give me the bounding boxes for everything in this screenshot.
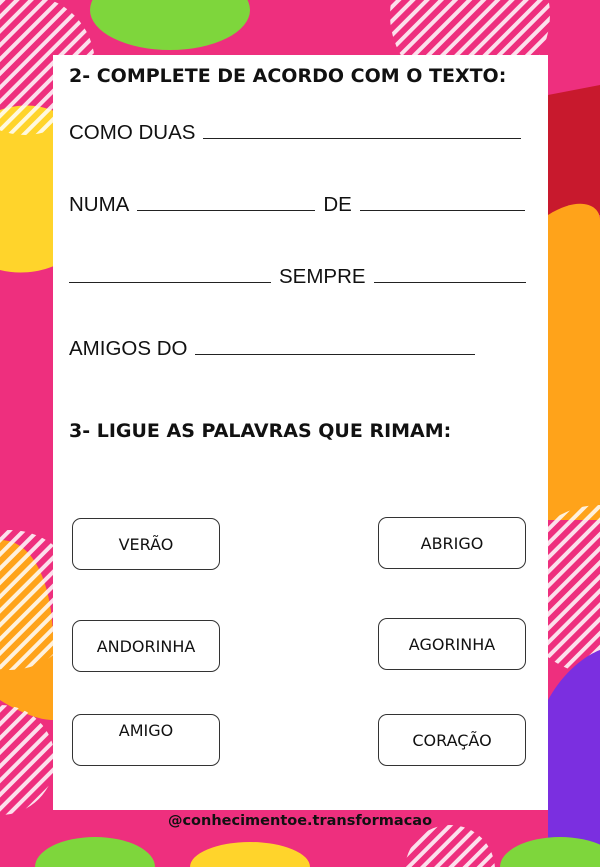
- word-box-coracao[interactable]: CORAÇÃO: [378, 714, 526, 766]
- fill-line-2: [69, 192, 533, 216]
- worksheet-page: [53, 55, 548, 810]
- section-3-heading: 3- LIGUE AS PALAVRAS QUE RIMAM:: [69, 420, 452, 442]
- word-box-amigo[interactable]: AMIGO: [72, 714, 220, 766]
- fill-line-2-text: NUMA: [69, 193, 130, 216]
- answer-blank[interactable]: [137, 192, 315, 211]
- answer-blank[interactable]: [195, 336, 475, 355]
- fill-line-4: [69, 336, 483, 360]
- answer-blank[interactable]: [360, 192, 525, 211]
- fill-line-1-text: COMO DUAS: [69, 121, 196, 144]
- answer-blank[interactable]: [203, 120, 521, 139]
- answer-blank[interactable]: [69, 264, 271, 283]
- red-blob-right: [548, 85, 600, 215]
- fill-line-3-middle: SEMPRE: [279, 265, 366, 288]
- fill-line-1: [69, 120, 529, 144]
- fill-line-4-text: AMIGOS DO: [69, 337, 188, 360]
- fill-line-3: [69, 264, 534, 288]
- section-2-heading: 2- COMPLETE DE ACORDO COM O TEXTO:: [69, 65, 507, 87]
- word-box-verao[interactable]: VERÃO: [72, 518, 220, 570]
- word-box-agorinha[interactable]: AGORINHA: [378, 618, 526, 670]
- answer-blank[interactable]: [374, 264, 526, 283]
- fill-line-2-middle: DE: [323, 193, 352, 216]
- orange-blob-right: [548, 204, 600, 520]
- footer-handle: @conhecimentoe.transformacao: [167, 813, 433, 829]
- word-box-andorinha[interactable]: ANDORINHA: [72, 620, 220, 672]
- word-box-abrigo[interactable]: ABRIGO: [378, 517, 526, 569]
